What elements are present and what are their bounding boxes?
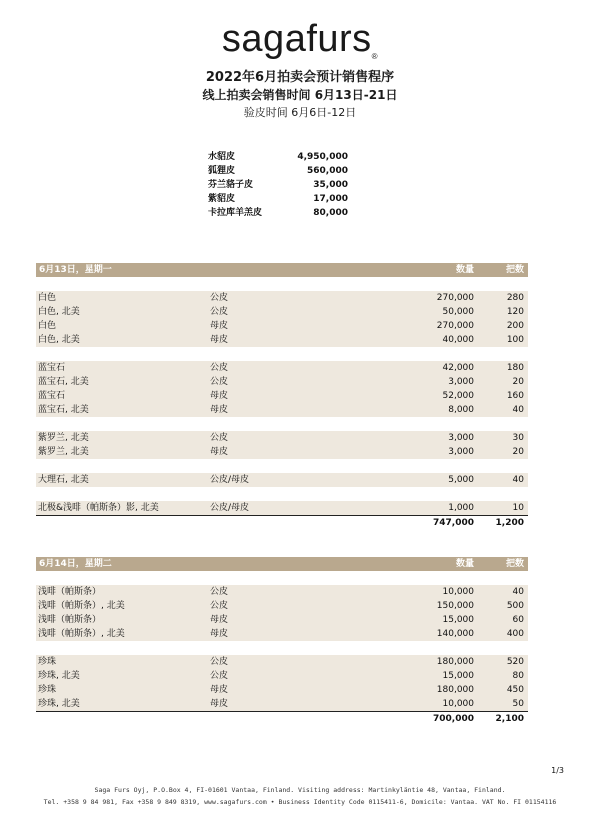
product-name: 紫罗兰, 北美 [38,447,89,457]
total-spacer [36,516,384,530]
table-row [36,599,528,613]
bundles: 80 [512,671,524,681]
skin-type: 公皮/母皮 [210,475,250,485]
total-bundles: 2,100 [495,714,524,724]
skin-type: 母皮 [210,391,229,401]
summary-table [208,150,348,220]
quantity: 150,000 [436,601,474,611]
skin-type: 母皮 [210,335,229,345]
table-row [36,291,528,305]
table-row [36,655,528,669]
section-date: 6月13日，星期一 [39,265,112,275]
skin-type: 公皮 [210,671,229,681]
skin-type: 母皮 [210,321,229,331]
quantity: 140,000 [436,629,474,639]
bundles: 20 [512,377,524,387]
quantity: 180,000 [436,685,474,695]
table-row [36,613,528,627]
skin-type: 母皮 [210,699,229,709]
page-number: 1/3 [551,766,564,775]
logo-text: sagafurs [221,18,372,60]
bundles-header: 把数 [505,265,524,275]
product-name: 珍珠, 北美 [38,699,80,709]
summary-value: 560,000 [307,166,348,176]
summary-value: 35,000 [313,180,348,190]
product-name: 紫罗兰, 北美 [38,433,89,443]
bundles: 520 [506,657,524,667]
sale-dates: 线上拍卖会销售时间 6月13日-21日 [202,88,398,102]
product-name: 白色, 北美 [38,307,80,317]
spacer-row [36,487,528,501]
table-row [36,333,528,347]
table-row [36,319,528,333]
table-row [36,585,528,599]
quantity: 10,000 [442,587,474,597]
product-name: 蓝宝石, 北美 [38,405,89,415]
summary-row [208,150,348,164]
spacer-cell [360,655,384,669]
total-row [36,711,528,726]
summary-row [208,164,348,178]
summary-name: 狐狸皮 [208,166,236,176]
bundles-header: 把数 [505,559,524,569]
bundles: 50 [512,699,524,709]
bundles: 100 [506,335,524,345]
quantity: 5,000 [448,475,474,485]
skin-type: 公皮 [210,601,229,611]
product-name: 蓝宝石 [38,363,66,373]
product-name: 北极&浅啡（帕斯条）影, 北美 [38,503,159,513]
summary-row [208,178,348,192]
spacer-cell [360,389,384,403]
bundles: 500 [506,601,524,611]
total-quantity: 700,000 [433,714,474,724]
table-row [36,389,528,403]
spacer-row [36,459,528,473]
summary-name: 芬兰貉子皮 [208,180,254,190]
spacer-cell [360,319,384,333]
product-name: 大理石, 北美 [38,475,89,485]
summary-row [208,206,348,220]
spacer-cell [360,613,384,627]
product-name: 浅啡（帕斯条）, 北美 [38,629,125,639]
section-date: 6月14日，星期二 [39,559,112,569]
quantity: 270,000 [436,293,474,303]
summary-name: 水貂皮 [208,152,236,162]
page-title: 2022年6月拍卖会预计销售程序 [205,70,395,85]
total-row [36,515,528,530]
bundles: 30 [512,433,524,443]
bundles: 400 [506,629,524,639]
bundles: 280 [506,293,524,303]
summary-name: 紫貂皮 [208,194,236,204]
quantity: 1,000 [448,503,474,513]
section-june-14 [36,557,528,726]
skin-type: 公皮 [210,587,229,597]
spacer-cell [360,291,384,305]
spacer-cell [360,599,384,613]
quantity: 8,000 [448,405,474,415]
skin-type: 公皮 [210,293,229,303]
qty-header: 数量 [455,559,474,569]
quantity: 52,000 [442,391,474,401]
inspection-dates: 验皮时间 6月6日-12日 [243,106,357,119]
bundles: 40 [512,475,524,485]
spacer-row [36,277,528,291]
skin-type: 公皮/母皮 [210,503,250,513]
table-row [36,431,528,445]
quantity: 50,000 [442,307,474,317]
spacer-cell [360,501,384,515]
skin-type: 公皮 [210,377,229,387]
product-name: 白色 [38,293,57,303]
spacer-cell [360,627,384,641]
bundles: 450 [506,685,524,695]
product-name: 珍珠, 北美 [38,671,80,681]
skin-type: 母皮 [210,447,229,457]
quantity: 180,000 [436,657,474,667]
spacer-cell [360,473,384,487]
spacer-cell [360,431,384,445]
footer-address: Saga Furs Oyj, P.O.Box 4, FI-01601 Vantaa, Finland. Visiting address: Martinkyläntie 48, Vantaa, Finland. [94,786,506,794]
summary-row [208,192,348,206]
skin-type: 公皮 [210,433,229,443]
quantity: 15,000 [442,671,474,681]
total-spacer [36,712,384,726]
skin-type: 母皮 [210,615,229,625]
table-row [36,361,528,375]
table-row [36,501,528,515]
product-name: 浅啡（帕斯条）, 北美 [38,601,125,611]
spacer-cell [360,305,384,319]
quantity: 15,000 [442,615,474,625]
sagafurs-logo [0,18,600,61]
skin-type: 母皮 [210,685,229,695]
quantity: 10,000 [442,699,474,709]
spacer-cell [360,585,384,599]
bundles: 120 [506,307,524,317]
table-row [36,669,528,683]
section-header [36,557,528,571]
skin-type: 母皮 [210,405,229,415]
footer-contact: Tel. +358 9 84 981, Fax +358 9 849 8319, www.sagafurs.com • Business Identity Code 0115411-6, Domicile: Vantaa. VAT No. FI 01154116 [43,798,557,806]
skin-type: 母皮 [210,629,229,639]
section-header [36,263,528,277]
quantity: 42,000 [442,363,474,373]
spacer-row [36,641,528,655]
spacer-row [36,347,528,361]
product-name: 浅啡（帕斯条） [38,587,102,597]
bundles: 180 [506,363,524,373]
spacer-cell [360,333,384,347]
product-name: 蓝宝石, 北美 [38,377,89,387]
spacer-row [36,571,528,585]
skin-type: 公皮 [210,657,229,667]
summary-name: 卡拉库羊羔皮 [208,208,263,218]
bundles: 200 [506,321,524,331]
table-row [36,627,528,641]
product-name: 浅啡（帕斯条） [38,615,102,625]
product-name: 珍珠 [38,685,57,695]
summary-value: 17,000 [313,194,348,204]
spacer-cell [360,683,384,697]
product-name: 白色, 北美 [38,335,80,345]
table-row [36,697,528,711]
total-bundles: 1,200 [495,518,524,528]
spacer-cell [360,697,384,711]
bundles: 60 [512,615,524,625]
bundles: 160 [506,391,524,401]
quantity: 270,000 [436,321,474,331]
spacer-cell [360,669,384,683]
product-name: 蓝宝石 [38,391,66,401]
product-name: 珍珠 [38,657,57,667]
spacer-row [36,417,528,431]
summary-value: 4,950,000 [297,152,348,162]
bundles: 10 [512,503,524,513]
table-row [36,473,528,487]
bundles: 40 [512,587,524,597]
table-row [36,305,528,319]
quantity: 3,000 [448,377,474,387]
bundles: 40 [512,405,524,415]
quantity: 40,000 [442,335,474,345]
spacer-cell [360,375,384,389]
quantity: 3,000 [448,433,474,443]
table-row [36,375,528,389]
quantity: 3,000 [448,447,474,457]
bundles: 20 [512,447,524,457]
registered-mark: ® [371,52,379,61]
spacer-cell [360,403,384,417]
spacer-cell [360,445,384,459]
skin-type: 公皮 [210,363,229,373]
summary-value: 80,000 [313,208,348,218]
section-june-13 [36,263,528,530]
product-name: 白色 [38,321,57,331]
qty-header: 数量 [455,265,474,275]
table-row [36,403,528,417]
skin-type: 公皮 [210,307,229,317]
table-row [36,445,528,459]
total-quantity: 747,000 [433,518,474,528]
table-row [36,683,528,697]
spacer-cell [360,361,384,375]
